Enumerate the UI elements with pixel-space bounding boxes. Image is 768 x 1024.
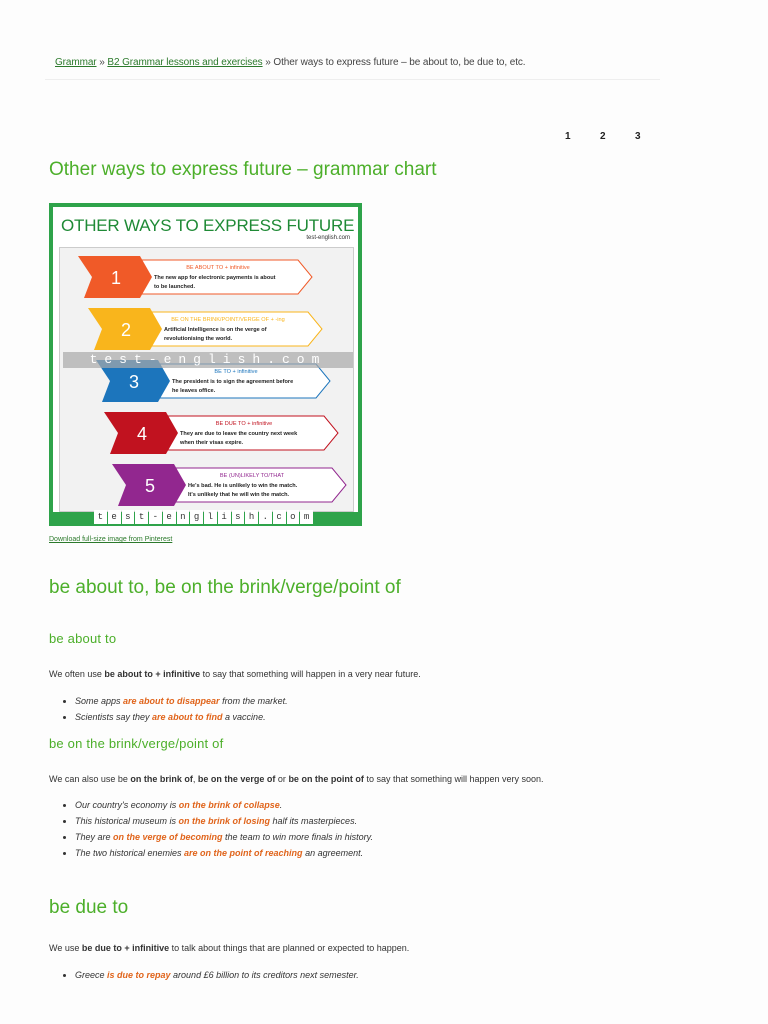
highlight: on the brink of losing bbox=[178, 816, 271, 826]
text: We often use bbox=[49, 669, 105, 679]
footer-letter: o bbox=[287, 510, 300, 524]
footer-letter: i bbox=[218, 510, 231, 524]
chart-item-2 bbox=[88, 308, 322, 350]
list-item bbox=[75, 798, 373, 814]
item-rule: BE ON THE BRINK/POINT/VERGE OF + -ing bbox=[171, 317, 285, 323]
text: from the market. bbox=[219, 696, 288, 706]
item-example-line: They are due to leave the country next week bbox=[180, 431, 298, 437]
list-item bbox=[75, 694, 288, 710]
section-heading-due-to: be due to bbox=[49, 897, 129, 918]
chart-canvas bbox=[53, 207, 358, 512]
item-example-line: He's bad. He is unlikely to win the match. bbox=[188, 483, 298, 489]
breadcrumb-link-b2-lessons[interactable]: B2 Grammar lessons and exercises bbox=[107, 57, 263, 68]
text: The two historical enemies bbox=[75, 848, 185, 858]
paragraph-due-to bbox=[49, 943, 409, 953]
grammar-chart-image[interactable] bbox=[49, 203, 362, 526]
text: to say that something will happen in a very near future. bbox=[200, 669, 421, 679]
footer-letter: . bbox=[259, 510, 272, 524]
item-rule: BE TO + infinitive bbox=[214, 369, 258, 375]
list-item bbox=[75, 830, 373, 846]
item-example-line: It's unlikely that he will win the match. bbox=[188, 492, 290, 498]
item-number: 2 bbox=[120, 320, 132, 340]
footer-letter: l bbox=[204, 510, 217, 524]
page-title: Other ways to express future – grammar chart bbox=[49, 159, 437, 180]
footer-letter: g bbox=[190, 510, 203, 524]
item-number: 4 bbox=[136, 424, 148, 444]
item-rule: BE ABOUT TO + infinitive bbox=[186, 265, 250, 271]
text: We use bbox=[49, 943, 82, 953]
text: a vaccine. bbox=[222, 712, 266, 722]
chart-site-label: test-english.com bbox=[306, 235, 350, 241]
item-example-line: Artificial Intelligence is on the verge of bbox=[164, 327, 267, 333]
bold-text: be on the verge of bbox=[197, 774, 276, 784]
examples-list-3 bbox=[49, 968, 359, 984]
text: , bbox=[192, 774, 198, 784]
item-example-line: The new app for electronic payments is about bbox=[154, 275, 276, 281]
highlight: are about to disappear bbox=[123, 696, 220, 706]
bold-text: be about to + infinitive bbox=[104, 669, 201, 679]
item-rule: BE DUE TO + infinitive bbox=[215, 421, 273, 427]
footer-letter: c bbox=[273, 510, 286, 524]
breadcrumb-separator: » bbox=[265, 57, 271, 68]
text: Our country's economy is bbox=[75, 800, 179, 810]
bold-text: on the brink of bbox=[130, 774, 193, 784]
footer-letter: s bbox=[122, 510, 135, 524]
text: the team to win more finals in history. bbox=[222, 832, 373, 842]
item-example-line: when their visas expire. bbox=[180, 440, 244, 446]
text: to talk about things that are planned or expected to happen. bbox=[169, 943, 410, 953]
footer-letter: t bbox=[94, 510, 107, 524]
highlight: is due to repay bbox=[107, 970, 171, 980]
text: an agreement. bbox=[302, 848, 364, 858]
text: Some apps bbox=[75, 696, 124, 706]
list-item bbox=[75, 814, 373, 830]
item-rule: BE (UN)LIKELY TO/THAT bbox=[219, 473, 285, 479]
text: to say that something will happen very soon. bbox=[363, 774, 544, 784]
bold-text: be due to + infinitive bbox=[81, 943, 170, 953]
chart-panel bbox=[59, 247, 354, 512]
chart-item-4 bbox=[104, 412, 338, 454]
item-example-line: he leaves office. bbox=[172, 388, 216, 394]
subheading-brink-verge-point: be on the brink/verge/point of bbox=[49, 736, 224, 751]
footer-letter: s bbox=[232, 510, 245, 524]
item-number: 3 bbox=[128, 372, 140, 392]
divider bbox=[45, 79, 660, 80]
download-link[interactable]: Download full-size image from Pinterest bbox=[49, 536, 173, 543]
item-example-line: to be launched. bbox=[154, 284, 196, 290]
watermark: test-english.com bbox=[63, 352, 353, 368]
footer-watermark bbox=[94, 510, 314, 524]
text: This historical museum is bbox=[75, 816, 179, 826]
footer-letter: e bbox=[108, 510, 121, 524]
examples-list-2 bbox=[49, 798, 373, 862]
footer-letter: h bbox=[245, 510, 258, 524]
text: Greece bbox=[75, 970, 108, 980]
bold-text: be on the point of bbox=[288, 774, 364, 784]
item-number: 5 bbox=[144, 476, 156, 496]
footer-letter: m bbox=[300, 510, 313, 524]
item-example-line: revolutionising the world. bbox=[164, 336, 233, 342]
item-number: 1 bbox=[110, 268, 122, 288]
paragraph-about-to bbox=[49, 669, 421, 679]
chart-items bbox=[60, 248, 353, 511]
chart-item-5 bbox=[112, 464, 346, 506]
page-link-2[interactable]: 2 bbox=[600, 131, 606, 142]
footer-letter: e bbox=[163, 510, 176, 524]
text: . bbox=[279, 800, 283, 810]
breadcrumb bbox=[55, 57, 525, 68]
examples-list-1 bbox=[49, 694, 288, 726]
page-link-1[interactable]: 1 bbox=[565, 131, 571, 142]
text: Scientists say they bbox=[75, 712, 153, 722]
footer-letter: - bbox=[149, 510, 162, 524]
text: or bbox=[275, 774, 289, 784]
chart-item-1 bbox=[78, 256, 312, 298]
list-item bbox=[75, 846, 373, 862]
text: around £6 billion to its creditors next semester. bbox=[170, 970, 359, 980]
page-link-3[interactable]: 3 bbox=[635, 131, 641, 142]
highlight: on the brink of collapse bbox=[178, 800, 280, 810]
breadcrumb-separator: » bbox=[99, 57, 105, 68]
highlight: are about to find bbox=[152, 712, 223, 722]
highlight: are on the point of reaching bbox=[184, 848, 303, 858]
text: We can also use be bbox=[49, 774, 131, 784]
subheading-be-about-to: be about to bbox=[49, 631, 117, 646]
text: They are bbox=[75, 832, 114, 842]
item-example-line: The president is to sign the agreement before bbox=[172, 379, 294, 385]
chart-title: OTHER WAYS TO EXPRESS FUTURE bbox=[61, 216, 355, 235]
breadcrumb-current: Other ways to express future – be about to, be due to, etc. bbox=[273, 57, 526, 68]
list-item bbox=[75, 710, 288, 726]
footer-letter: t bbox=[135, 510, 148, 524]
paragraph-brink-verge bbox=[49, 774, 544, 784]
list-item bbox=[75, 968, 359, 984]
breadcrumb-link-grammar[interactable]: Grammar bbox=[55, 57, 97, 68]
text: half its masterpieces. bbox=[270, 816, 358, 826]
footer-letter: n bbox=[177, 510, 190, 524]
section-heading-about-to: be about to, be on the brink/verge/point of bbox=[49, 577, 401, 598]
highlight: on the verge of becoming bbox=[113, 832, 223, 842]
